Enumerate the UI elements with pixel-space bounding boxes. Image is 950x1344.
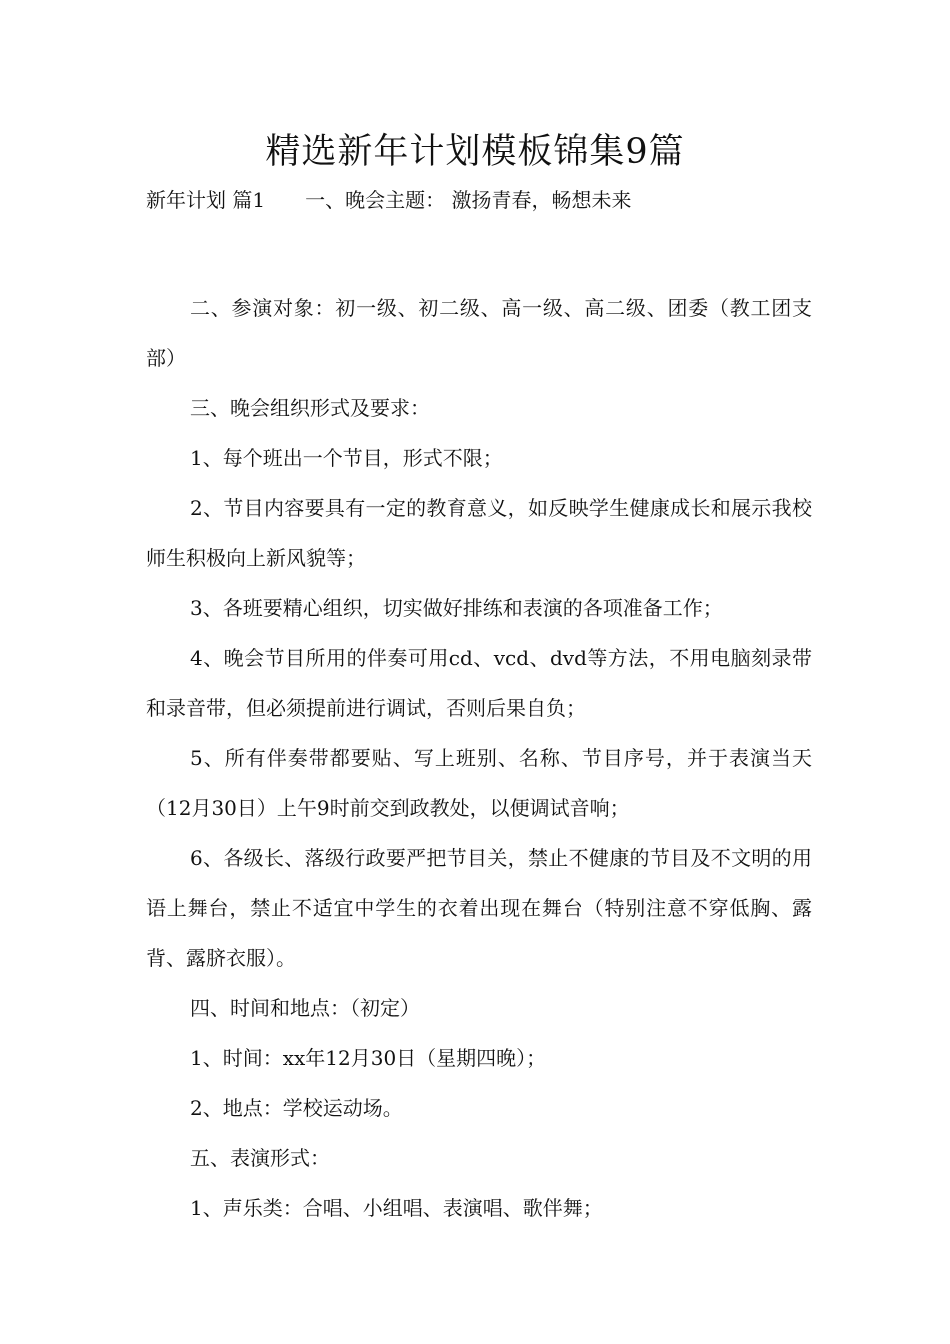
paragraph-requirement-1: 1、每个班出一个节目，形式不限； — [190, 446, 503, 470]
paragraph-requirement-6: 6、各级长、落级行政要严把节目关，禁止不健康的节目及不文明的用语上舞台，禁止不适宜中学生的衣着出现在舞台（特别注意不穿低胸、露背、露脐衣服）。 — [146, 846, 812, 970]
paragraph-form-vocal: 1、声乐类：合唱、小组唱、表演唱、歌伴舞； — [190, 1196, 603, 1220]
paragraph-requirement-4: 4、晚会节目所用的伴奏可用cd、vcd、dvd等方法，不用电脑刻录带和录音带，但必须提前进行调试，否则后果自负； — [146, 646, 812, 720]
paragraph-organization-heading: 三、晚会组织形式及要求： — [190, 396, 430, 420]
paragraph-place: 2、地点：学校运动场。 — [190, 1096, 403, 1120]
section-header-line — [146, 184, 631, 216]
paragraph-time: 1、时间：xx年12月30日（星期四晚）； — [190, 1046, 547, 1070]
paragraph-participants: 二、参演对象：初一级、初二级、高一级、高二级、团委（教工团支部） — [146, 296, 812, 370]
paragraph-forms-heading: 五、表演形式： — [190, 1146, 330, 1170]
section-label: 新年计划 篇1 — [146, 188, 266, 212]
paragraph-time-place-heading: 四、时间和地点：（初定） — [190, 996, 420, 1020]
evening-theme: 一、晚会主题： 激扬青春，畅想未来 — [305, 188, 632, 212]
paragraph-requirement-2: 2、节目内容要具有一定的教育意义，如反映学生健康成长和展示我校师生积极向上新风貌等； — [146, 496, 812, 570]
document-title: 精选新年计划模板锦集9篇 — [265, 132, 685, 172]
paragraph-requirement-5: 5、所有伴奏带都要贴、写上班别、名称、节目序号，并于表演当天（12月30日）上午9时前交到政教处，以便调试音响； — [146, 746, 812, 820]
paragraph-requirement-3: 3、各班要精心组织，切实做好排练和表演的各项准备工作； — [190, 596, 723, 620]
document-body — [146, 283, 812, 1233]
